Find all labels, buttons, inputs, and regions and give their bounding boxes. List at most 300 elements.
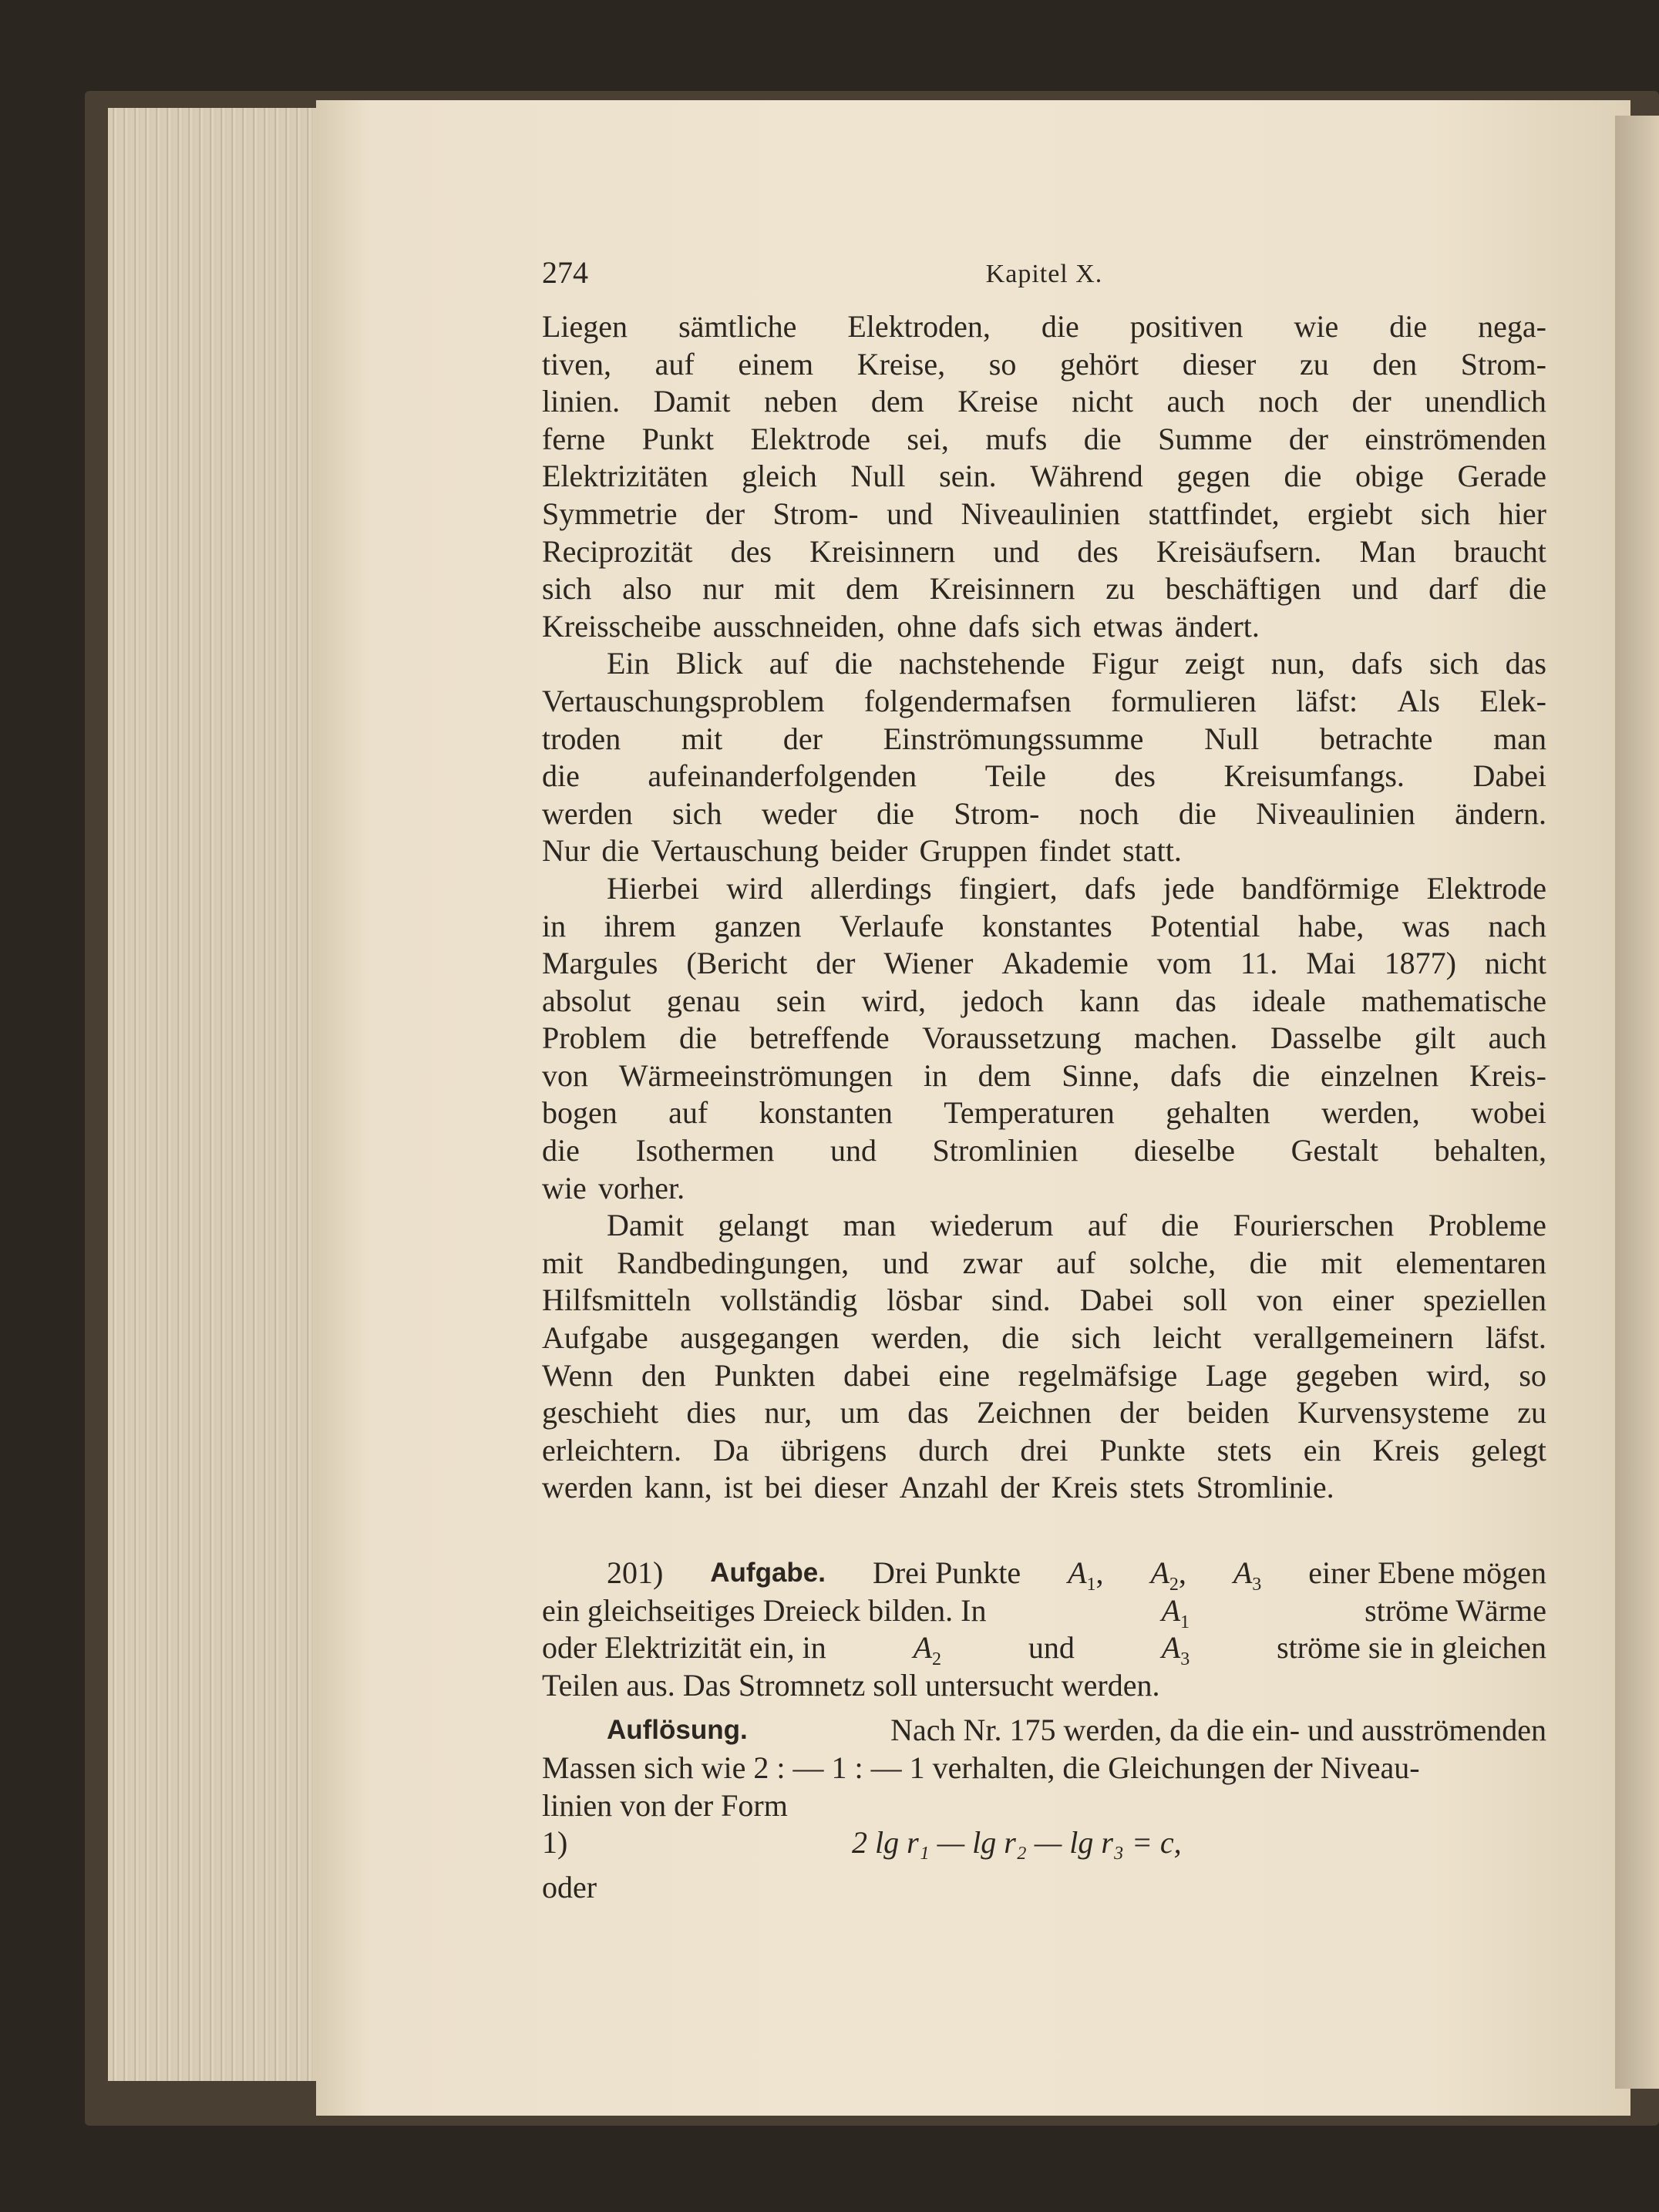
word: neben (763, 384, 838, 419)
word: beider (830, 833, 908, 869)
solution-text: Massen sich wie 2 : — 1 : — 1 verhalten, die Gleichungen der Niveau- (542, 1750, 1420, 1785)
word: Stromlinien (932, 1133, 1079, 1168)
word: genau (666, 983, 741, 1018)
word: gleich (742, 459, 817, 494)
word: mathematische (1361, 983, 1546, 1018)
word: vollständig (720, 1282, 858, 1318)
text-line (542, 458, 1546, 496)
word: Kurvensysteme (1297, 1395, 1489, 1430)
word: so (988, 346, 1017, 382)
problem-text: und (1028, 1630, 1075, 1666)
word: 1877) (1384, 946, 1456, 981)
word: machen. (1134, 1020, 1238, 1056)
word: werden, (871, 1320, 970, 1356)
word: Kreisumfangs. (1223, 758, 1405, 794)
word: Reciprozität (542, 533, 693, 569)
word: wird, (1426, 1357, 1491, 1393)
word: Stromlinie. (1196, 1470, 1334, 1505)
problem-text: ströme sie in gleichen (1277, 1630, 1546, 1666)
word: dieser (813, 1470, 888, 1505)
text-line (542, 721, 1546, 758)
word: auf (668, 1095, 708, 1131)
word: absolut (542, 983, 631, 1018)
word: Problem (542, 1020, 647, 1056)
problem-line (542, 1555, 1546, 1595)
word: einströmenden (1365, 421, 1546, 456)
word: Elektrode (1426, 870, 1546, 906)
word: dabei (843, 1357, 910, 1393)
text-line (542, 308, 1546, 346)
word: Symmetrie (542, 496, 678, 531)
word: Liegen (542, 309, 628, 344)
word: habe, (1297, 908, 1365, 943)
solution-text: linien von der Form (542, 1787, 788, 1823)
word: und (993, 533, 1040, 569)
text-line (542, 346, 1546, 384)
word: nega- (1478, 309, 1546, 344)
word: auf (1087, 1208, 1127, 1243)
point-a1: $A_1$, (1068, 1555, 1104, 1595)
word: einzelnen (1321, 1057, 1439, 1093)
word: Hilfsmitteln (542, 1282, 692, 1318)
word: zu (1299, 346, 1329, 382)
word: ändern. (1455, 795, 1546, 831)
word: sind. (991, 1282, 1051, 1318)
word: läfst. (1486, 1320, 1546, 1356)
word: die (1178, 795, 1216, 831)
word: und (830, 1133, 877, 1168)
word: Wenn (542, 1357, 614, 1393)
word: nur (702, 571, 744, 607)
word: der (705, 496, 745, 531)
solution-line (542, 1712, 1546, 1750)
word: bogen (542, 1095, 617, 1131)
word: folgendermafsen (863, 683, 1072, 718)
text-line (542, 421, 1546, 459)
word: nicht (1072, 384, 1134, 419)
word: auch (1488, 1020, 1546, 1056)
word: Strom- (772, 496, 859, 531)
word: zu (1105, 571, 1135, 607)
word: sich (1031, 608, 1082, 644)
word: dafs (1351, 646, 1403, 681)
word: wiederum (930, 1208, 1054, 1243)
page-text (542, 254, 1546, 1907)
problem-title: Aufgabe. (710, 1558, 826, 1588)
problem-text: Drei Punkte (872, 1555, 1021, 1590)
word: unendlich (1425, 384, 1546, 419)
word: die (835, 646, 873, 681)
word: und (1351, 571, 1398, 607)
word: allerdings (809, 870, 932, 906)
word: Kreis (1051, 1470, 1119, 1505)
word: Blick (675, 646, 743, 681)
word: Einströmungssumme (883, 721, 1144, 756)
word: erleichtern. (542, 1432, 681, 1467)
word: Damit (653, 384, 731, 419)
word: und (882, 1245, 929, 1280)
word: konstantes (981, 908, 1112, 943)
word: der (1288, 421, 1328, 456)
word: Punkt (641, 421, 714, 456)
equation-row (542, 1824, 1546, 1869)
text-line (542, 1394, 1546, 1432)
word: beiden (1186, 1395, 1270, 1430)
word: statt. (1122, 833, 1182, 869)
word: Elek- (1479, 683, 1546, 718)
word: durch (918, 1432, 989, 1467)
word: Gestalt (1291, 1133, 1378, 1168)
word: solche, (1129, 1245, 1216, 1280)
word: dieselbe (1133, 1133, 1236, 1168)
word: leicht (1153, 1320, 1222, 1356)
word: übrigens (780, 1432, 887, 1467)
word: gelegt (1471, 1432, 1546, 1467)
word: kann, (644, 1470, 712, 1505)
word: verallgemeinern (1253, 1320, 1454, 1356)
word: Man (1359, 533, 1416, 569)
equation: 2 lg r₁ — lg r₂ — lg r₃ = c, (852, 1825, 1182, 1861)
text-line (542, 608, 1546, 646)
word: die (1252, 1057, 1291, 1093)
word: man (1493, 721, 1546, 756)
word: die (877, 795, 914, 831)
word: etwas (1092, 608, 1163, 644)
word: speziellen (1423, 1282, 1546, 1318)
word: sich (672, 795, 722, 831)
word: was (1402, 908, 1450, 943)
word: Summe (1158, 421, 1253, 456)
word: fingiert, (958, 870, 1058, 906)
word: wird (726, 870, 783, 906)
word: auf (769, 646, 809, 681)
word: mit (1321, 1245, 1362, 1280)
word: wie (542, 1170, 587, 1205)
word: einer (1332, 1282, 1395, 1318)
word: betrachte (1319, 721, 1433, 756)
word: sei, (907, 421, 949, 456)
word: vorher. (597, 1170, 685, 1205)
word: dafs (1170, 1057, 1222, 1093)
word: Elektrizitäten (542, 459, 708, 494)
text-line (542, 832, 1546, 870)
word: ausgegangen (680, 1320, 840, 1356)
word: sämtliche (678, 309, 797, 344)
word: Punkte (1099, 1432, 1186, 1467)
word: Kreisscheibe (542, 608, 702, 644)
word: des (730, 533, 772, 569)
text-line (542, 533, 1546, 571)
word: Ein (607, 646, 650, 681)
word: positiven (1129, 309, 1243, 344)
word: nachstehende (899, 646, 1065, 681)
word: Kreis (1372, 1432, 1440, 1467)
word: tiven, (542, 346, 611, 382)
word: in (542, 908, 567, 943)
word: Dabei (1472, 758, 1546, 794)
equation-number: 1) (542, 1825, 568, 1861)
solution-line (542, 1869, 1546, 1907)
word: den (1372, 346, 1418, 382)
word: dafs (1084, 870, 1136, 906)
word: die (1041, 309, 1079, 344)
word: auf (655, 346, 695, 382)
problem-text: oder Elektrizität ein, in (542, 1630, 826, 1666)
problem-text: einer Ebene mögen (1308, 1555, 1546, 1590)
word: Null (1204, 721, 1260, 756)
word: behalten, (1434, 1133, 1546, 1168)
word: hier (1498, 496, 1546, 531)
word: die (1249, 1245, 1287, 1280)
word: der (1351, 384, 1391, 419)
word: lösbar (887, 1282, 962, 1318)
problem-text: ströme Wärme (1365, 1592, 1546, 1628)
word: um (840, 1395, 880, 1430)
problem-text: ein gleichseitiges Dreieck bilden. In (542, 1592, 987, 1628)
word: nach (1488, 908, 1546, 943)
word: das (907, 1395, 949, 1430)
text-line (542, 1469, 1546, 1507)
word: Kreise, (856, 346, 946, 382)
problem-line (542, 1592, 1546, 1630)
word: die (542, 758, 580, 794)
word: so (1519, 1357, 1546, 1393)
word: jedoch (961, 983, 1044, 1018)
word: zwar (962, 1245, 1023, 1280)
word: auf (1056, 1245, 1096, 1280)
solution-text: Nach Nr. 175 werden, da die ein- und ausströmenden (890, 1713, 1546, 1748)
point-a3: $A_3$ (1233, 1555, 1262, 1595)
text-line (542, 1132, 1546, 1170)
solution-text: oder (542, 1870, 597, 1905)
word: Verlaufe (839, 908, 944, 943)
word: den (641, 1357, 686, 1393)
word: linien. (542, 384, 621, 419)
text-line (542, 1432, 1546, 1470)
word: Margules (542, 946, 658, 981)
word: wobei (1471, 1095, 1546, 1131)
word: Niveaulinien (1256, 795, 1415, 831)
word: Randbedingungen, (617, 1245, 850, 1280)
word: sich (1071, 1320, 1122, 1356)
word: Anzahl (899, 1470, 989, 1505)
word: darf (1428, 571, 1479, 607)
word: Mai (1306, 946, 1356, 981)
word: die (1284, 459, 1322, 494)
word: gilt (1414, 1020, 1456, 1056)
word: Potential (1150, 908, 1260, 943)
problem-text: Teilen aus. Das Stromnetz soll untersucht werden. (542, 1667, 1160, 1703)
word: mufs (985, 421, 1048, 456)
word: die (1509, 571, 1546, 607)
text-line (542, 1245, 1546, 1282)
page-edges (108, 108, 320, 2081)
word: gelangt (718, 1208, 809, 1243)
word: nur, (764, 1395, 813, 1430)
word: jede (1163, 870, 1215, 906)
word: Isothermen (635, 1133, 775, 1168)
word: zeigt (1184, 646, 1245, 681)
word: obige (1355, 459, 1424, 494)
word: noch (1079, 795, 1139, 831)
word: bandförmige (1241, 870, 1400, 906)
word: ändert. (1174, 608, 1260, 644)
text-line (542, 645, 1546, 683)
solution-line (542, 1787, 1546, 1825)
word: bei (764, 1470, 803, 1505)
word: sein (776, 983, 826, 1018)
word: sein. (939, 459, 997, 494)
word: die (601, 833, 640, 869)
word: beschäftigen (1165, 571, 1321, 607)
word: der (782, 721, 823, 756)
word: ein (1303, 1432, 1341, 1467)
word: 11. (1240, 946, 1278, 981)
text-line (542, 1357, 1546, 1395)
word: betreffende (749, 1020, 890, 1056)
text-line (542, 383, 1546, 421)
word: elementaren (1395, 1245, 1546, 1280)
word: Wärmeeinströmungen (618, 1057, 893, 1093)
running-head: Kapitel X. (985, 260, 1103, 288)
page-number: 274 (542, 255, 588, 290)
word: nicht (1484, 946, 1546, 981)
text-line (542, 758, 1546, 795)
word: dem (870, 384, 924, 419)
word: Niveaulinien (961, 496, 1121, 531)
text-line (542, 908, 1546, 946)
word: Temperaturen (944, 1095, 1115, 1131)
text-line (542, 870, 1546, 908)
word: Null (850, 459, 906, 494)
word: gegeben (1295, 1357, 1398, 1393)
word: werden (542, 795, 633, 831)
word: gegen (1176, 459, 1250, 494)
word: mit (542, 1245, 584, 1280)
text-line (542, 496, 1546, 533)
word: die (678, 1020, 717, 1056)
word: Kreisinnern (809, 533, 955, 569)
word: ergiebt (1307, 496, 1393, 531)
word: dies (686, 1395, 736, 1430)
word: vom (1156, 946, 1212, 981)
word: gehört (1059, 346, 1139, 382)
word: sich (1420, 496, 1471, 531)
problem-number: 201) (607, 1555, 664, 1590)
word: braucht (1453, 533, 1546, 569)
word: Aufgabe (542, 1320, 648, 1356)
word: die (1161, 1208, 1200, 1243)
word: soll (1183, 1282, 1228, 1318)
word: Gerade (1457, 459, 1546, 494)
word: das (1505, 646, 1546, 681)
word: kann (1079, 983, 1140, 1018)
word: mit (774, 571, 816, 607)
text-line (542, 570, 1546, 608)
word: wird, (861, 983, 926, 1018)
word: von (542, 1057, 588, 1093)
word: Strom- (1460, 346, 1546, 382)
word: (Bericht (686, 946, 788, 981)
word: ist (723, 1470, 753, 1505)
word: Elektrode (750, 421, 870, 456)
word: formulieren (1111, 683, 1257, 718)
word: Kreisinnern (929, 571, 1075, 607)
point-a2: $A_2$, (1150, 1555, 1186, 1595)
text-line (542, 1170, 1546, 1208)
word: geschieht (542, 1395, 659, 1430)
word: des (1077, 533, 1119, 569)
word: dem (846, 571, 900, 607)
word: nun, (1270, 646, 1325, 681)
word: drei (1020, 1432, 1068, 1467)
text-line (542, 1207, 1546, 1245)
word: stattfindet, (1148, 496, 1280, 531)
word: der (1119, 1395, 1159, 1430)
solution-title: Auflösung. (607, 1715, 748, 1746)
word: Voraussetzung (922, 1020, 1102, 1056)
word: man (843, 1208, 897, 1243)
text-line (542, 1282, 1546, 1319)
word: wie (1294, 309, 1339, 344)
text-line (542, 1057, 1546, 1095)
word: Vertauschung (651, 833, 819, 869)
problem-line (542, 1667, 1546, 1705)
word: troden (542, 721, 621, 756)
text-line (542, 795, 1546, 833)
word: auch (1166, 384, 1225, 419)
word: dieser (1182, 346, 1257, 382)
word: eine (938, 1357, 991, 1393)
word: die (1389, 309, 1428, 344)
text-line (542, 1094, 1546, 1132)
word: regelmäfsige (1018, 1357, 1178, 1393)
word: Teile (984, 758, 1047, 794)
word: sich (1428, 646, 1479, 681)
word: Nur (542, 833, 591, 869)
word: von (1257, 1282, 1304, 1318)
word: Wiener (883, 946, 974, 981)
word: dafs (968, 608, 1020, 644)
point-a2: $A_2$ (913, 1630, 942, 1670)
point-a3: $A_3$ (1161, 1630, 1190, 1670)
word: mit (681, 721, 723, 756)
word: ohne (897, 608, 957, 644)
word: Vertauschungsproblem (542, 683, 825, 718)
word: Damit (607, 1208, 684, 1243)
word: Gruppen (919, 833, 1028, 869)
word: die (1001, 1320, 1040, 1356)
word: Dabei (1079, 1282, 1154, 1318)
word: konstanten (759, 1095, 893, 1131)
word: Sinne, (1062, 1057, 1140, 1093)
section-gap (542, 1507, 1546, 1555)
point-a1: $A_1$ (1161, 1592, 1190, 1632)
word: Dasselbe (1270, 1020, 1382, 1056)
word: Kreis- (1469, 1057, 1546, 1093)
word: Strom- (954, 795, 1040, 831)
word: findet (1038, 833, 1111, 869)
next-page-edge (1615, 116, 1659, 2089)
problem-line (542, 1629, 1546, 1670)
word: einem (738, 346, 814, 382)
word: läfst: (1296, 683, 1358, 718)
text-line (542, 683, 1546, 721)
word: Punkten (714, 1357, 816, 1393)
word: werden (542, 1470, 633, 1505)
word: des (1114, 758, 1156, 794)
word: Akademie (1001, 946, 1129, 981)
